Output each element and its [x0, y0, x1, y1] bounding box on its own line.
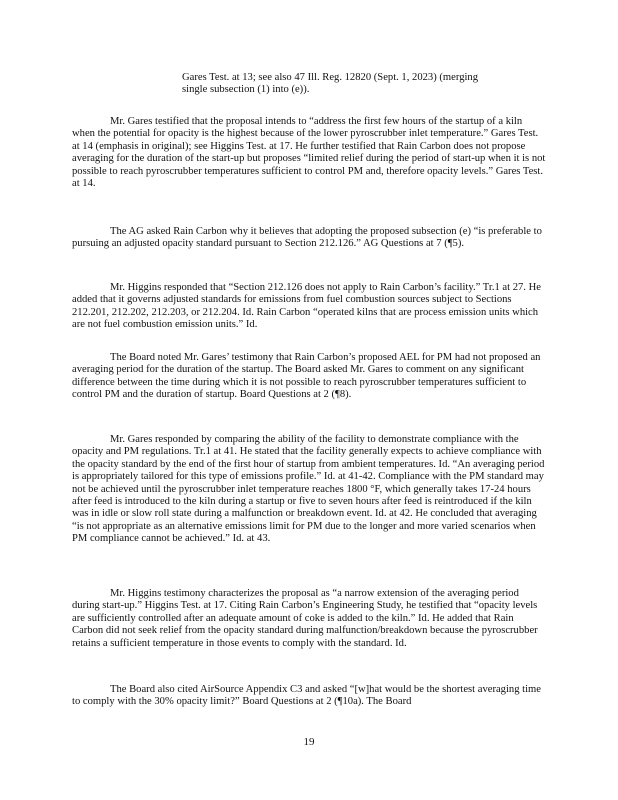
citation-continuation — [182, 72, 482, 97]
paragraph-block — [72, 352, 546, 402]
paragraph-block — [72, 434, 546, 546]
paragraph-block — [72, 684, 546, 709]
paragraph: The Board noted Mr. Gares’ testimony that Rain Carbon’s proposed AEL for PM had not proposed an averaging period for the duration of the startup. The Board asked Mr. Gares to comment on any significant difference between the time during which it is not possible to reach pyroscrubber temperatures sufficient to control PM and the duration of startup. Board Questions at 2 (¶8). — [72, 352, 541, 401]
paragraph-block — [72, 282, 546, 332]
paragraph-block — [72, 226, 546, 251]
paragraph: Mr. Higgins testimony characterizes the proposal as “a narrow extension of the averaging period during start-up.” Higgins Test. at 17. Citing Rain Carbon’s Engineering Study, he testified that “opacity levels are sufficiently controlled after an adequate amount of coke is added to the kiln.” Id. He added that Rain Carbon did not seek relief from the opacity standard during malfunction/breakdown because the pyroscrubber retains a sufficient temperature in those events to comply with the standard. Id. — [72, 588, 538, 649]
paragraph: Mr. Gares responded by comparing the ability of the facility to demonstrate compliance with the opacity and PM regulations. Tr.1 at 41. He stated that the facility generally expects to achieve compliance with the opacity standard by the end of the first hour of startup from ambient temperatures. Id. “An averaging period is appropriately tailored for this type of emissions profile.” Id. at 41-42. Compliance with the PM standard may not be achieved until the pyroscrubber inlet temperature reaches 1800 °F, which generally takes 17-24 hours after feed is introduced to the kiln during a startup or five to seven hours after feed is reintroduced if the kiln was in idle or slow roll state during a malfunction or breakdown event. Id. at 42. He concluded that averaging “is not appropriate as an alternative emissions limit for PM due to the longer and more varied scenarios when PM compliance cannot be achieved.” Id. at 43. — [72, 434, 545, 545]
paragraph: The Board also cited AirSource Appendix C3 and asked “[w]hat would be the shortest averaging time to comply with the 30% opacity limit?” Board Questions at 2 (¶10a). The Board — [72, 684, 541, 708]
paragraph-block — [72, 116, 546, 190]
paragraph: The AG asked Rain Carbon why it believes that adopting the proposed subsection (e) “is preferable to pursuing an adjusted opacity standard pursuant to Section 212.126.” AG Questions at 7 (¶5). — [72, 226, 542, 250]
paragraph: Gares Test. at 13; see also 47 Ill. Reg. 12820 (Sept. 1, 2023) (merging single subsection (1) into (e)). — [182, 72, 479, 96]
page-number: 19 — [303, 736, 315, 748]
paragraph: Mr. Gares testified that the proposal intends to “address the first few hours of the startup of a kiln when the potential for opacity is the highest because of the lower pyroscrubber inlet temperature.” Gares Test. at 14 (emphasis in original); see Higgins Test. at 17. He further testified that Rain Carbon does not propose averaging for the duration of the start-up but proposes “limited relief during the period of start-up when it is not possible to reach pyroscrubber temperatures sufficient to control PM and, therefore opacity levels.” Gares Test. at 14. — [72, 116, 546, 190]
paragraph: Mr. Higgins responded that “Section 212.126 does not apply to Rain Carbon’s facility.” Tr.1 at 27. He added that it governs adjusted standards for emissions from fuel combustion sources subject to Sections 212.201, 212.202, 212.203, or 212.204. Id. Rain Carbon “operated kilns that are process emission units which are not fuel combustion emission units.” Id. — [72, 282, 541, 331]
paragraph-block — [72, 588, 546, 650]
